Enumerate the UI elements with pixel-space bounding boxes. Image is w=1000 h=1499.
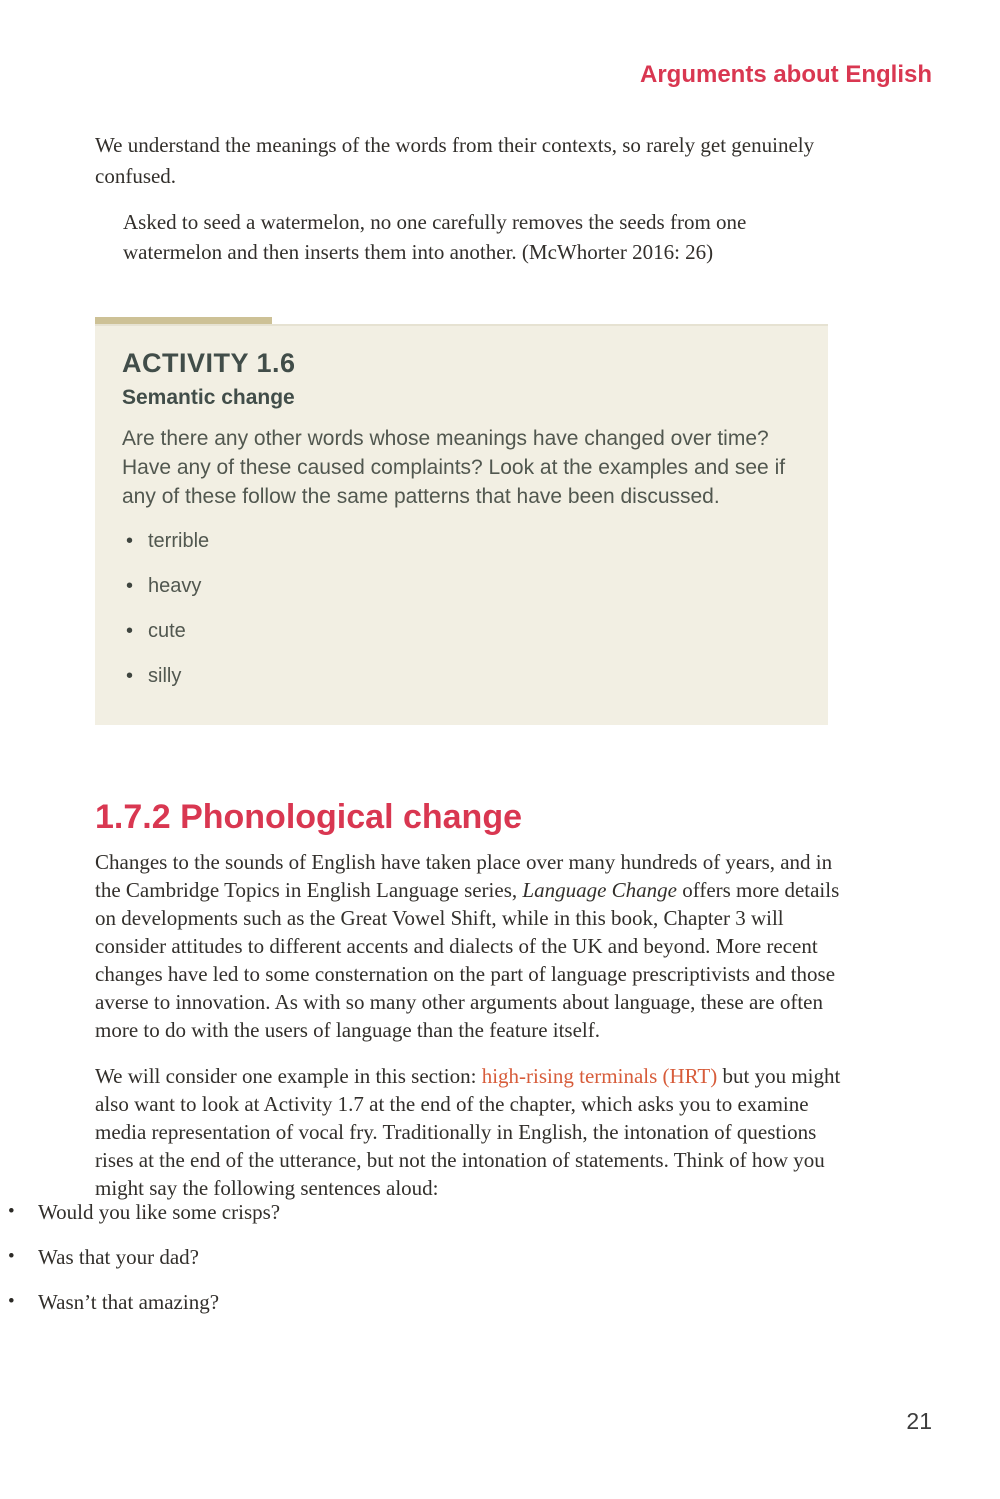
question-list xyxy=(0,1202,740,1313)
block-quote: Asked to seed a watermelon, no one carefully removes the seeds from one watermelon and then inserts them into another. (McWhorter 2016: 26) xyxy=(123,210,747,264)
list-item: • Wasn’t that amazing? xyxy=(0,1292,740,1313)
paragraph-text: Changes to the sounds of English have taken place over many hundreds of years, and in the Cambridge Topics in English Language series, xyxy=(95,850,833,902)
book-title-italic: Language Change xyxy=(522,878,677,902)
intro-paragraph: We understand the meanings of the words from their contexts, so rarely get genuinely confused. xyxy=(95,133,815,188)
section-heading: 1.7.2 Phonological change xyxy=(95,798,522,836)
term-link: high-rising terminals (HRT) xyxy=(481,1064,718,1088)
paragraph-text: but you might also want to look at Activity 1.7 at the end of the chapter, which asks you to examine media representation of vocal fry. Traditionally in English, the intonation of questions rises at the end of the utterance, but not the intonation of statements. Think of how you might say the following sentences aloud: xyxy=(95,1064,841,1200)
list-item: • silly xyxy=(122,666,788,687)
section-paragraph-2 xyxy=(95,1062,843,1202)
activity-prompt: Are there any other words whose meanings have changed over time? Have any of these caused complaints? Look at the examples and see if any of these follow the same patterns that have been discussed. xyxy=(122,427,786,508)
page-number: 21 xyxy=(906,1408,932,1434)
running-head: Arguments about English xyxy=(639,61,932,88)
paragraph-text: offers more details on developments such as the Great Vowel Shift, while in this book, Chapter 3 will consider attitudes to different accents and dialects of the UK and beyond. More recent changes have led to some consternation on the part of language prescriptivists and those averse to innovation. As with so many other arguments about language, these are often more to do with the users of language than the feature itself. xyxy=(95,878,840,1042)
activity-box-body xyxy=(95,324,828,725)
list-item: • Was that your dad? xyxy=(0,1247,740,1268)
activity-label: ACTIVITY 1.6 xyxy=(122,348,296,378)
list-item: • Would you like some crisps? xyxy=(0,1202,740,1223)
list-item: • terrible xyxy=(122,531,788,552)
activity-box xyxy=(95,317,828,725)
section-paragraph-1 xyxy=(95,848,843,1044)
list-item: • heavy xyxy=(122,576,788,597)
activity-tab-bar xyxy=(95,317,272,324)
paragraph-text: We will consider one example in this section: xyxy=(95,1064,482,1088)
activity-title: Semantic change xyxy=(122,386,295,409)
activity-word-list xyxy=(122,531,788,687)
list-item: • cute xyxy=(122,621,788,642)
